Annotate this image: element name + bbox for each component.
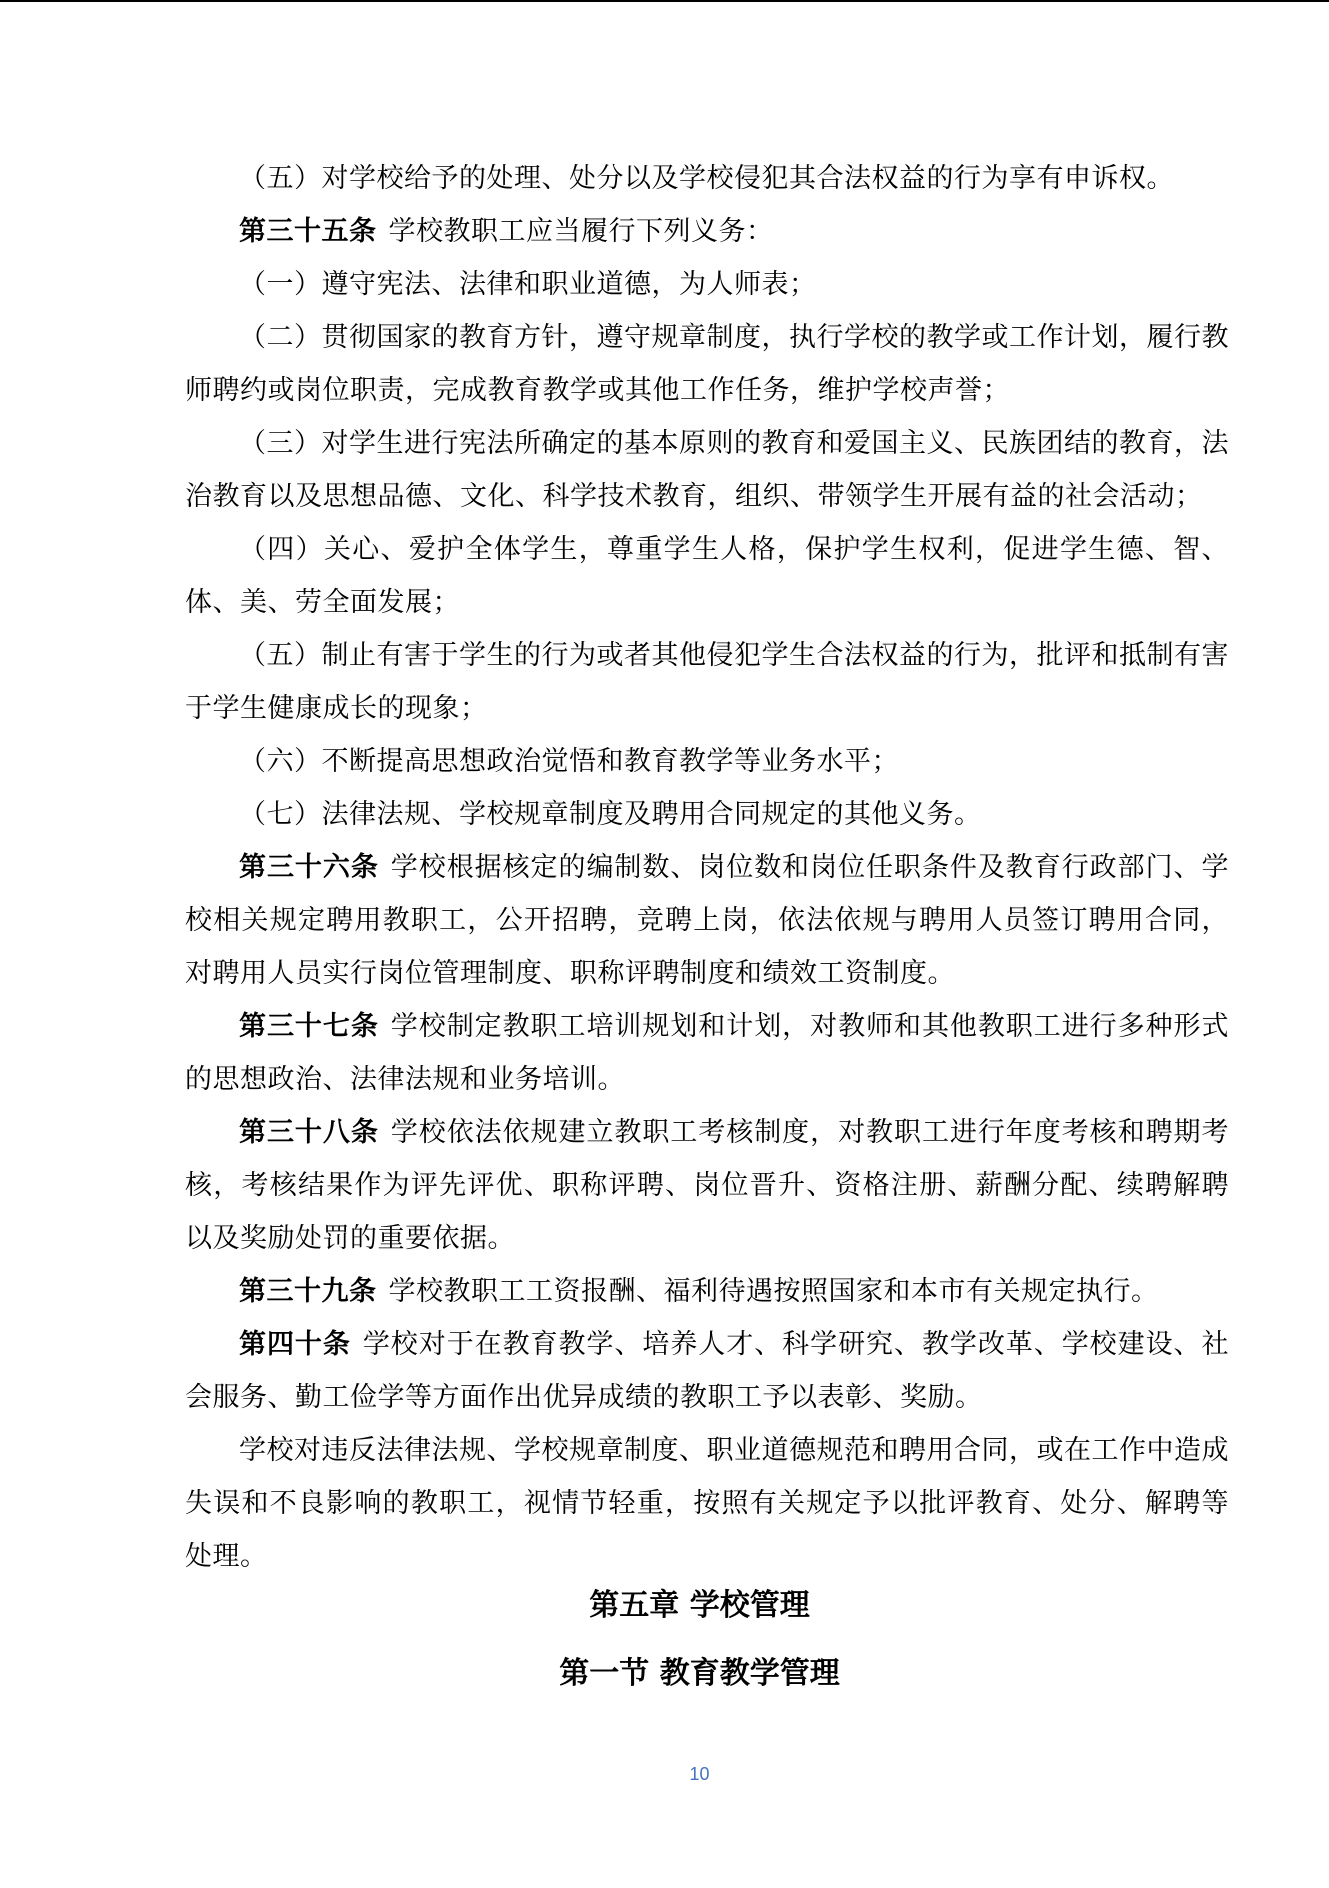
paragraph <box>185 311 1229 417</box>
section-title: 第一节 教育教学管理 <box>559 1656 840 1691</box>
paragraph-text: （五）制止有害于学生的行为或者其他侵犯学生合法权益的行为，批评和抵制有害于学生健康成长的现象； <box>185 640 1229 724</box>
paragraph-text: 学校教职工工资报酬、福利待遇按照国家和本市有关规定执行。 <box>388 1276 1159 1307</box>
article-number: 第三十七条 <box>239 1011 379 1042</box>
paragraph <box>185 1265 1229 1318</box>
article-number: 第三十九条 <box>239 1276 377 1307</box>
paragraph-text: 学校对违反法律法规、学校规章制度、职业道德规范和聘用合同，或在工作中造成失误和不良影响的教职工，视情节轻重，按照有关规定予以批评教育、处分、解聘等处理。 <box>185 1435 1229 1572</box>
paragraph-text: （四）关心、爱护全体学生，尊重学生人格，保护学生权利，促进学生德、智、体、美、劳全面发展； <box>185 534 1229 618</box>
paragraph <box>185 841 1229 1000</box>
paragraph-text: （五）对学校给予的处理、处分以及学校侵犯其合法权益的行为享有申诉权。 <box>239 163 1174 194</box>
paragraph <box>185 258 1229 311</box>
paragraph <box>185 417 1229 523</box>
paragraph-text: 学校制定教职工培训规划和计划，对教师和其他教职工进行多种形式的思想政治、法律法规和业务培训。 <box>185 1011 1230 1095</box>
paragraph-text: （六）不断提高思想政治觉悟和教育教学等业务水平； <box>239 746 899 777</box>
article-number: 第三十六条 <box>239 852 379 883</box>
article-number: 第四十条 <box>239 1329 351 1360</box>
paragraph <box>185 788 1229 841</box>
page-number: 10 <box>689 1764 710 1784</box>
chapter-title: 第五章 学校管理 <box>589 1588 810 1623</box>
article-number: 第三十五条 <box>239 216 377 247</box>
paragraph <box>185 629 1229 735</box>
paragraph <box>185 1424 1229 1583</box>
paragraph <box>185 1318 1229 1424</box>
chapter-headings <box>0 1576 1329 1704</box>
paragraph-text: （一）遵守宪法、法律和职业道德，为人师表； <box>239 269 817 300</box>
paragraph-text: （三）对学生进行宪法所确定的基本原则的教育和爱国主义、民族团结的教育，法治教育以及思想品德、文化、科学技术教育，组织、带领学生开展有益的社会活动； <box>185 428 1229 512</box>
document-body <box>185 152 1229 1583</box>
paragraph-text: （七）法律法规、学校规章制度及聘用合同规定的其他义务。 <box>239 799 982 830</box>
page-top-border <box>0 0 1329 2</box>
paragraph-text: 学校根据核定的编制数、岗位数和岗位任职条件及教育行政部门、学校相关规定聘用教职工，公开招聘，竞聘上岗，依法依规与聘用人员签订聘用合同，对聘用人员实行岗位管理制度、职称评聘制度和绩效工资制度。 <box>185 852 1230 989</box>
paragraph <box>185 523 1229 629</box>
paragraph <box>185 205 1229 258</box>
paragraph <box>185 152 1229 205</box>
paragraph-text: 学校对于在教育教学、培养人才、科学研究、教学改革、学校建设、社会服务、勤工俭学等方面作出优异成绩的教职工予以表彰、奖励。 <box>185 1329 1230 1413</box>
paragraph <box>185 1000 1229 1106</box>
paragraph-text: 学校依法依规建立教职工考核制度，对教职工进行年度考核和聘期考核，考核结果作为评先评优、职称评聘、岗位晋升、资格注册、薪酬分配、续聘解聘以及奖励处罚的重要依据。 <box>185 1117 1230 1254</box>
paragraph <box>185 1106 1229 1265</box>
article-number: 第三十八条 <box>239 1117 379 1148</box>
paragraph-text: （二）贯彻国家的教育方针，遵守规章制度，执行学校的教学或工作计划，履行教师聘约或岗位职责，完成教育教学或其他工作任务，维护学校声誉； <box>185 322 1229 406</box>
paragraph-text: 学校教职工应当履行下列义务： <box>388 216 774 247</box>
paragraph <box>185 735 1229 788</box>
